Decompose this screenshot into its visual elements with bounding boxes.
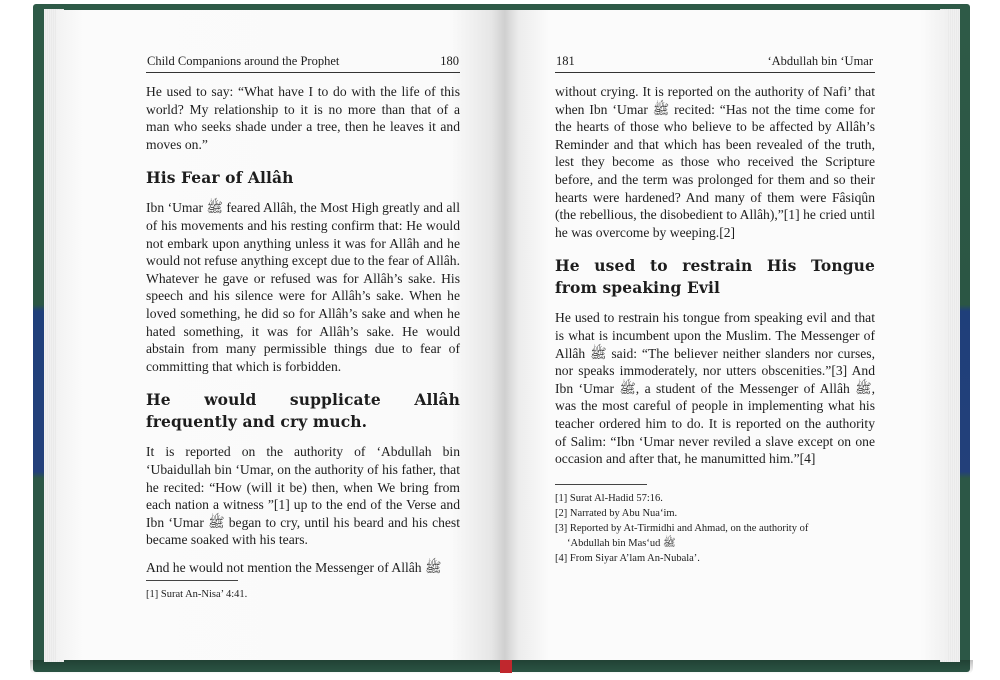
right-page-header <box>556 54 873 72</box>
left-page-header <box>147 54 459 72</box>
right-page <box>505 10 947 660</box>
header-rule-right <box>555 72 875 73</box>
paragraph: Ibn ‘Umar ﷺ feared Allâh, the Most High greatly and all of his movements and his resting confirm that: He would not embark upon anything unless it was for Allâh and he would not refuse anything except due to the fear of Allâh. Whatever he gave or refused was for Allâh’s sake. His speech and his silence were for Allâh’s sake. When he loved something, he did so for Allâh’s sake and when he hated something, it was for Allâh’s sake. He would abstain from many permissible things due to fear of committing that which is forbidden. <box>146 200 460 374</box>
footnote-rule <box>555 484 647 485</box>
footnote: [1] Surat An-Nisa’ 4:41. <box>146 589 248 601</box>
section-heading: He used to restrain His Tongue from speaking Evil <box>555 256 875 298</box>
running-head-right: ‘Abdullah bin ‘Umar <box>767 54 873 68</box>
paragraph: without crying. It is reported on the authority of Nafi’ that when Ibn ‘Umar ﷺ recited: “Has not the time come for the hearts of those who believe to be affected by Allâh’s Reminder and that which has been revealed of the truth, lest they become as those who received the Scripture before, and the term was prolonged for them and so their hearts were hardened? And many of them were Fâsiqûn (the rebellious, the disobedient to Allâh),”[1] he cried until he was overcome by weeping.[2] <box>555 84 875 240</box>
right-page-body <box>555 83 875 566</box>
section-heading: His Fear of Allâh <box>146 168 294 188</box>
footnote: ‘Abdullah bin Mas‘ud ﷺ <box>567 537 676 549</box>
footnotes-right <box>555 491 875 566</box>
footnote: [4] From Siyar A’lam An-Nubala’. <box>555 552 700 564</box>
left-page-body <box>146 83 460 602</box>
footnotes-left <box>146 587 460 602</box>
header-rule-left <box>146 72 460 73</box>
footnote: [1] Surat Al-Hadid 57:16. <box>555 492 663 504</box>
section-heading: He would supplicate Allâh frequently and cry much. <box>146 390 460 432</box>
page-number-right: 181 <box>556 54 575 68</box>
paragraph: He used to restrain his tongue from speaking evil and that is what is incumbent upon the Muslim. The Messenger of Allâh ﷺ said: “The believer neither slanders nor curses, nor speaks immoderately, nor utters obscenities.”[3] And Ibn ‘Umar ﷺ, a student of the Messenger of Allâh ﷺ, was the most careful of people in implementing what his teacher ordered him to do. It is reported on the authority of Salim: “Ibn ‘Umar never reviled a slave except on one occasion and after that, he manumitted him.”[4] <box>555 310 875 467</box>
paragraph: And he would not mention the Messenger of Allâh ﷺ <box>146 559 442 575</box>
footnote: [3] Reported by At-Tirmidhi and Ahmad, on the authority of <box>555 522 809 534</box>
page-number-left: 180 <box>440 54 459 68</box>
paragraph: It is reported on the authority of ‘Abdullah bin ‘Ubaidullah bin ‘Umar, on the authority of his father, that he recited: “How (will it be) then, when We bring from each nation a witness ”[1] up to the end of the Verse and Ibn ‘Umar ﷺ began to cry, until his beard and his chest became soaked with his tears. <box>146 444 460 548</box>
footnote: [2] Narrated by Abu Nua‘im. <box>555 507 678 519</box>
running-head-left: Child Companions around the Prophet <box>147 54 340 68</box>
paragraph: He used to say: “What have I to do with the life of this world? My relationship to it is no more than that of a man who seeks shade under a tree, then he leaves it and moves on.” <box>146 84 460 152</box>
footnote-rule <box>146 580 238 581</box>
left-page <box>56 10 505 660</box>
